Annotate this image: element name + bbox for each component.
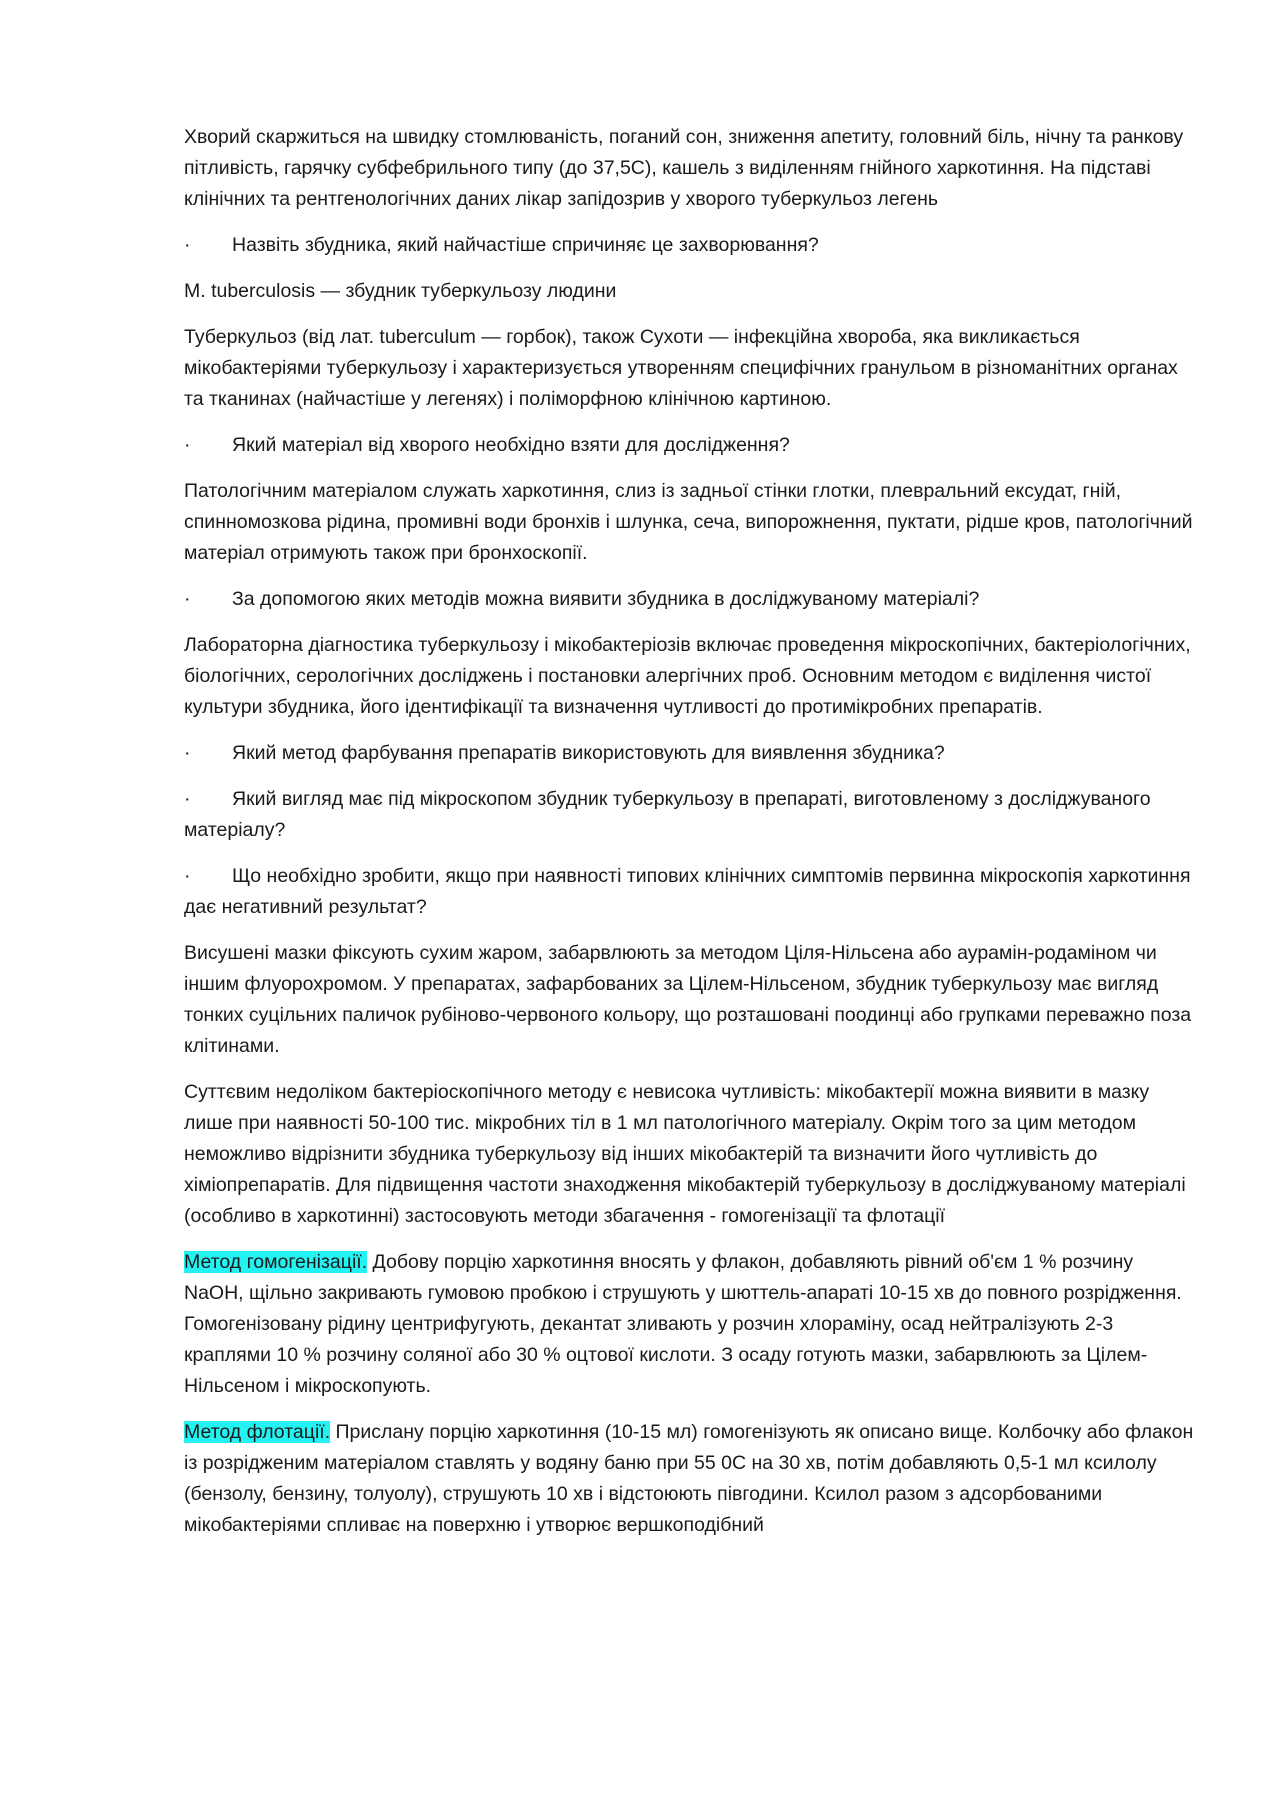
flotation-method-paragraph (184, 1417, 1194, 1541)
flotation-method-text: Прислану порцію харкотиння (10-15 мл) гомогенізують як описано вище. Колбочку або флакон із розрідженим матеріалом ставлять у водяну баню при 55 0С на 30 хв, потім добавляють 0,5-1 мл ксилолу (бензолу, бензину, толуолу), струшують 10 хв і відстоюють півгодини. Ксилол разом з адсорбованими мікобактеріями спливає на поверхню і утворює вершкоподібний (184, 1421, 1194, 1536)
flotation-method-heading: Метод флотації. (184, 1421, 331, 1443)
question-3 (184, 584, 1194, 615)
question-5-text: Який вигляд має під мікроскопом збудник туберкульозу в препараті, виготовленому з досліджуваного матеріалу? (184, 788, 1151, 841)
bullet-icon: · (184, 865, 191, 887)
question-1-text: Назвіть збудника, який найчастіше спричиняє це захворювання? (232, 234, 819, 256)
bacterioscopy-limitations-paragraph: Суттєвим недоліком бактеріоскопічного методу є невисока чутливість: мікобактерії можна виявити в мазку лише при наявності 50-100 тис. мікробних тіл в 1 мл патологічного матеріалу. Окрім того за цим методом неможливо відрізнити збудника туберкульозу від інших мікобактерій та визначити його чутливість до хіміопрепаратів. Для підвищення частоти знаходження мікобактерій туберкульозу в досліджуваному матеріалі (особливо в харкотинні) застосовують методи збагачення - гомогенізації та флотації (184, 1081, 1186, 1227)
staining-method-paragraph: Висушені мазки фіксують сухим жаром, забарвлюють за методом Ціля-Нільсена або аурамін-родаміном чи іншим флуорохромом. У препаратах, зафарбованих за Цілем-Нільсеном, збудник туберкульозу має вигляд тонких суцільних паличок рубіново-червоного кольору, що розташовані поодинці або групками переважно поза клітинами. (184, 942, 1192, 1057)
bullet-icon: · (184, 434, 191, 456)
bullet-icon: · (184, 742, 191, 764)
homogenization-method-heading: Метод гомогенізації. (184, 1251, 368, 1273)
laboratory-diagnostics-paragraph: Лабораторна діагностика туберкульозу і мікобактеріозів включає проведення мікроскопічних, бактеріологічних, біологічних, серологічних досліджень і постановки алергічних проб. Основним методом є виділення чистої культури збудника, його ідентифікації та визначення чутливості до протимікробних препаратів. (184, 634, 1191, 718)
answer-pathogen-paragraph: M. tuberculosis — збудник туберкульозу людини (184, 280, 617, 302)
homogenization-method-text: Добову порцію харкотиння вносять у флакон, добавляють рівний об'єм 1 % розчину NaOH, щільно закривають гумовою пробкою і струшують у шюттель-апараті 10-15 хв до повного розрідження. Гомогенізовану рідину центрифугують, декантат зливають у розчин хлораміну, осад нейтралізують 2-3 краплями 10 % розчину соляної або 30 % оцтової кислоти. З осаду готують мазки, забарвлюють за Цілем-Нільсеном і мікроскопують. (184, 1251, 1182, 1397)
question-6-text: Що необхідно зробити, якщо при наявності типових клінічних симптомів первинна мікроскопія харкотиння дає негативний результат? (184, 865, 1191, 918)
question-2-text: Який матеріал від хворого необхідно взяти для дослідження? (232, 434, 790, 456)
case-description-paragraph: Хворий скаржиться на швидку стомлюваність, поганий сон, зниження апетиту, головний біль, нічну та ранкову пітливість, гарячку субфебрильного типу (до 37,5С), кашель з виділенням гнійного харкотиння. На підставі клінічних та рентгенологічних даних лікар запідозрив у хворого туберкульоз легень (184, 126, 1184, 210)
question-3-text: За допомогою яких методів можна виявити збудника в досліджуваному матеріалі? (232, 588, 980, 610)
question-4-text: Який метод фарбування препаратів використовують для виявлення збудника? (232, 742, 945, 764)
bullet-icon: · (184, 588, 191, 610)
document-body (184, 122, 1194, 1556)
question-2 (184, 430, 1194, 461)
bullet-icon: · (184, 788, 191, 810)
question-4 (184, 738, 1194, 769)
tuberculosis-definition-paragraph: Туберкульоз (від лат. tuberculum — горбок), також Сухоти — інфекційна хвороба, яка викликається мікобактеріями туберкульозу і характеризується утворенням специфічних гранульом в різноманітних органах та тканинах (найчастіше у легенях) і поліморфною клінічною картиною. (184, 326, 1178, 410)
question-6 (184, 861, 1194, 923)
question-5 (184, 784, 1194, 846)
question-1 (184, 230, 1194, 261)
pathological-material-paragraph: Патологічним матеріалом служать харкотиння, слиз із задньої стінки глотки, плевральний ексудат, гній, спинномозкова рідина, промивні води бронхів і шлунка, сеча, випорожнення, пуктати, рідше кров, патологічний матеріал отримують також при бронхоскопії. (184, 480, 1193, 564)
homogenization-method-paragraph (184, 1247, 1194, 1402)
bullet-icon: · (184, 234, 191, 256)
